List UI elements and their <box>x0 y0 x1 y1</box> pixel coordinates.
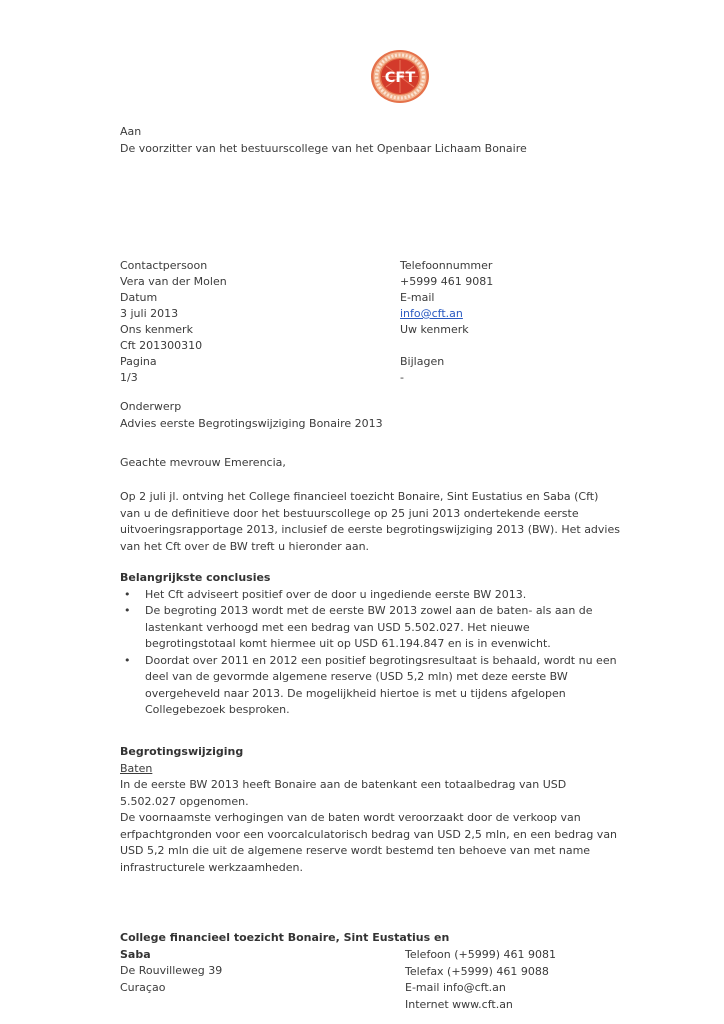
conclusions-section <box>120 570 622 719</box>
date-value: 3 juli 2013 <box>120 307 179 320</box>
email-label: E-mail <box>400 291 435 304</box>
bullet-icon: • <box>124 587 131 601</box>
contactperson-value: Vera van der Molen <box>120 275 227 288</box>
footer-street: De Rouvilleweg 39 <box>120 964 223 977</box>
recipient-line: De voorzitter van het bestuurscollege van het Openbaar Lichaam Bonaire <box>120 142 527 155</box>
date-label: Datum <box>120 291 158 304</box>
cft-logo-icon <box>370 49 430 105</box>
recipient-label: Aan <box>120 125 142 138</box>
your-reference-value <box>400 338 620 354</box>
our-reference-label: Ons kenmerk <box>120 323 193 336</box>
footer-fax: Telefax (+5999) 461 9088 <box>405 964 549 978</box>
cft-logo <box>370 49 430 105</box>
phone-value: +5999 461 9081 <box>400 275 494 288</box>
conclusions-list <box>120 587 622 719</box>
footer-city: Curaçao <box>120 980 166 994</box>
page-label: Pagina <box>120 355 157 368</box>
list-item <box>120 603 622 653</box>
list-item <box>120 587 622 604</box>
page-value: 1/3 <box>120 371 138 384</box>
intro-paragraph: Op 2 juli jl. ontving het College financieel toezicht Bonaire, Sint Eustatius en Saba (Cft) van u de definitieve door het bestuurscollege op 25 juni 2013 ondertekende eerste uitvoeringsrapportage 2013, inclusief de eerste begrotingswijziging 2013 (BW). Het advies van het Cft over de BW treft u hieronder aan. <box>120 490 620 553</box>
phone-label: Telefoonnummer <box>400 259 493 272</box>
budget-amendment-section <box>120 744 622 876</box>
baten-paragraph-2: De voornaamste verhogingen van de baten wordt veroorzaakt door de verkoop van erfpachtgronden voor een voorcalculatorisch bedrag van USD 2,5 mln, en een bedrag van USD 5,2 mln die uit de algemene reserve wordt bestemd ten behoeve van met name infrastructurele werkzaamheden. <box>120 811 618 874</box>
conclusion-text: Doordat over 2011 en 2012 een positief begrotingsresultaat is behaald, wordt nu een deel van de gevormde algemene reserve (USD 5,2 mln) met deze eerste BW overgeheveld naar 2013. De mogelijkheid hiertoe is met u tijdens afgelopen Collegebezoek besproken. <box>145 653 617 716</box>
conclusion-text: De begroting 2013 wordt met de eerste BW 2013 zowel aan de baten- als aan de lastenkant verhoogd met een bedrag van USD 5.502.027. Het nieuwe begrotingstotaal komt hiermee uit op USD 61.194.847 en is in evenwicht. <box>145 604 593 650</box>
conclusions-heading: Belangrijkste conclusies <box>120 571 271 584</box>
footer-email: E-mail info@cft.an <box>405 981 506 994</box>
footer-org-name: College financieel toezicht Bonaire, Sint Eustatius en Saba <box>120 931 450 961</box>
footer-website: Internet www.cft.an <box>405 997 513 1011</box>
subject-label: Onderwerp <box>120 400 182 413</box>
footer-contact-block <box>405 947 655 1013</box>
subject-value: Advies eerste Begrotingswijziging Bonaire 2013 <box>120 416 383 430</box>
our-reference-value: Cft 201300310 <box>120 339 203 352</box>
contactperson-label: Contactpersoon <box>120 259 208 272</box>
subsection-heading: Baten <box>120 761 153 775</box>
footer-phone: Telefoon (+5999) 461 9081 <box>405 948 557 961</box>
attachments-label: Bijlagen <box>400 355 445 368</box>
cft-logo-text: CFT <box>384 70 416 86</box>
your-reference-label: Uw kenmerk <box>400 323 469 336</box>
bullet-icon: • <box>124 604 131 617</box>
attachments-value: - <box>400 371 404 384</box>
list-item <box>120 653 622 719</box>
conclusion-text: Het Cft adviseert positief over de door u ingediende eerste BW 2013. <box>145 587 527 601</box>
bullet-icon: • <box>124 653 131 667</box>
email-link[interactable]: info@cft.an <box>400 307 463 320</box>
baten-paragraph-1: In de eerste BW 2013 heeft Bonaire aan de batenkant een totaalbedrag van USD 5.502.027 opgenomen. <box>120 778 567 808</box>
letter-meta <box>120 258 620 386</box>
recipient-block <box>120 123 640 157</box>
salutation: Geachte mevrouw Emerencia, <box>120 456 286 469</box>
section-heading: Begrotingswijziging <box>120 745 244 758</box>
subject-block <box>120 399 620 432</box>
